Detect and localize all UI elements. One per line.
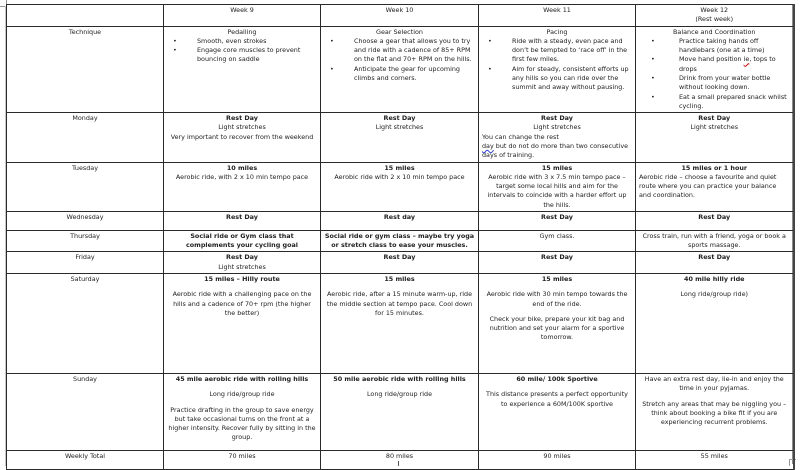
sunday-row (7, 374, 794, 451)
thursday-row (7, 230, 794, 252)
weekly-total-week-12[interactable]: 55 miles (636, 451, 794, 470)
sunday-cell-week-12[interactable]: Have an extra rest day, lie-in and enjoy the time in your pyjamas. Stretch any areas that may be niggling you – think about booking a bike fit if you are experiencing recurrent problems. (636, 374, 794, 451)
row-label-tuesday[interactable]: Tuesday (7, 162, 164, 211)
header-row (7, 5, 794, 27)
friday-cell-week-12[interactable]: Rest Day (636, 252, 794, 274)
technique-bullet: • Practice taking hands off handlebars (one at a time) (639, 37, 790, 56)
tuesday-cell-week-11[interactable]: 15 miles Aerobic ride with 3 x 7.5 min tempo pace – target some local hills and aim for the intervals to coincide with a harder effort up the hills. (479, 162, 636, 211)
technique-title: Gear Selection (376, 27, 423, 36)
row-label-weekly-total[interactable]: Weekly Total (7, 451, 164, 470)
technique-cell-week-12[interactable] (636, 26, 794, 113)
sunday-cell-week-11[interactable]: 60 mile/ 100k Sportive This distance presents a perfect opportunity to experience a 60M/100K sportive (479, 374, 636, 451)
sunday-cell-week-10[interactable]: 50 mile aerobic ride with rolling hills Long ride/group ride (321, 374, 479, 451)
saturday-row (7, 274, 794, 374)
technique-bullet: • Smooth, even strokes (167, 37, 317, 46)
wednesday-cell-week-11[interactable]: Rest Day (479, 211, 636, 230)
sunday-cell-week-9[interactable]: 45 mile aerobic ride with rolling hills Long ride/group ride Practice drafting in the group to save energy but take occasional turns on the front at a higher intensity. Recover fully by sitting in the group. (164, 374, 321, 451)
row-label-friday[interactable]: Friday (7, 252, 164, 274)
saturday-cell-week-12[interactable]: 40 mile hilly ride Long ride/group ride) (636, 274, 794, 374)
header-week-9[interactable]: Week 9 (164, 5, 321, 27)
saturday-cell-week-9[interactable]: 15 miles – Hilly route Aerobic ride with a challenging pace on the hills and a cadence of 70+ rpm (the higher the better) (164, 274, 321, 374)
weekly-total-week-9[interactable]: 70 miles (164, 451, 321, 470)
header-week-12[interactable]: Week 12 (Rest week) (636, 5, 794, 27)
friday-cell-week-11[interactable]: Rest Day (479, 252, 636, 274)
tuesday-cell-week-10[interactable]: 15 miles Aerobic ride with 2 x 10 min tempo pace (321, 162, 479, 211)
monday-row (7, 113, 794, 162)
technique-bullet: • Aim for steady, consistent efforts up any hills so you can ride over the summit and away without pausing. (482, 65, 632, 93)
monday-cell-week-9[interactable]: Rest Day Light stretches Very important to recover from the weekend (164, 113, 321, 162)
saturday-cell-week-10[interactable]: 15 miles Aerobic ride, after a 15 minute warm-up, ride the middle section at tempo pace. Cool down for 15 minutes. (321, 274, 479, 374)
wednesday-cell-week-12[interactable]: Rest Day (636, 211, 794, 230)
row-label-sunday[interactable]: Sunday (7, 374, 164, 451)
tuesday-row (7, 162, 794, 211)
technique-title: Pedalling (227, 27, 257, 36)
row-label-saturday[interactable]: Saturday (7, 274, 164, 374)
header-week-11[interactable]: Week 11 (479, 5, 636, 27)
technique-cell-week-11[interactable] (479, 26, 636, 113)
technique-bullet: • Eat a small prepared snack whilst cycling. (639, 93, 790, 112)
wednesday-cell-week-9[interactable]: Rest Day (164, 211, 321, 230)
weekly-total-week-10[interactable]: 80 miles (321, 451, 479, 470)
grammar-flag[interactable]: day (482, 141, 494, 150)
weekly-total-week-11[interactable]: 90 miles (479, 451, 636, 470)
technique-title: Pacing (546, 27, 568, 36)
technique-bullet: • Choose a gear that allows you to try and ride with a cadence of 85+ RPM on the flat and 70+ RPM on the hills. (324, 37, 475, 65)
technique-bullet: • Anticipate the gear for upcoming climbs and corners. (324, 65, 475, 84)
row-label-wednesday[interactable]: Wednesday (7, 211, 164, 230)
spellcheck-flag[interactable]: ie (743, 55, 750, 64)
monday-cell-week-11[interactable]: Rest Day Light stretches You can change the rest day but do not do more than two consecutive days of training. (479, 113, 636, 162)
weekly-total-row (7, 451, 794, 470)
wednesday-row (7, 211, 794, 230)
header-corner-cell[interactable] (7, 5, 164, 27)
row-label-thursday[interactable]: Thursday (7, 230, 164, 252)
technique-bullet: • Ride with a steady, even pace and don’t be tempted to ‘race off’ in the first few miles. (482, 37, 632, 65)
header-week-10[interactable]: Week 10 (321, 5, 479, 27)
technique-bullet: • Engage core muscles to prevent bouncing on saddle (167, 46, 317, 65)
monday-cell-week-12[interactable]: Rest Day Light stretches (636, 113, 794, 162)
technique-cell-week-10[interactable] (321, 26, 479, 113)
row-label-monday[interactable]: Monday (7, 113, 164, 162)
thursday-cell-week-10[interactable]: Social ride or gym class – maybe try yoga or stretch class to ease your muscles. (321, 230, 479, 252)
tuesday-cell-week-12[interactable]: 15 miles or 1 hour Aerobic ride – choose a favourite and quiet route where you can practice your balance and coordination. (636, 162, 794, 211)
saturday-cell-week-11[interactable]: 15 miles Aerobic ride with 30 min tempo towards the end of the ride. Check your bike, prepare your kit bag and nutrition and set your alarm for a sportive tomorrow. (479, 274, 636, 374)
technique-row (7, 26, 794, 113)
friday-row (7, 252, 794, 274)
training-plan-table (6, 4, 795, 470)
tuesday-cell-week-9[interactable]: 10 miles Aerobic ride, with 2 x 10 min tempo pace (164, 162, 321, 211)
technique-bullet: • Move hand position ie, tops to drops (639, 55, 790, 74)
thursday-cell-week-9[interactable]: Social ride or Gym class that complements your cycling goal (164, 230, 321, 252)
wednesday-cell-week-10[interactable]: Rest day (321, 211, 479, 230)
friday-cell-week-9[interactable]: Rest Day Light stretches (164, 252, 321, 274)
friday-cell-week-10[interactable]: Rest Day (321, 252, 479, 274)
thursday-cell-week-12[interactable]: Cross train, run with a friend, yoga or book a sports massage. (636, 230, 794, 252)
monday-cell-week-10[interactable]: Rest Day Light stretches (321, 113, 479, 162)
thursday-cell-week-11[interactable]: Gym class. (479, 230, 636, 252)
technique-cell-week-9[interactable] (164, 26, 321, 113)
technique-title: Balance and Coordination (673, 27, 756, 36)
technique-bullet: • Drink from your water bottle without looking down. (639, 74, 790, 93)
row-label-technique[interactable]: Technique (7, 26, 164, 113)
